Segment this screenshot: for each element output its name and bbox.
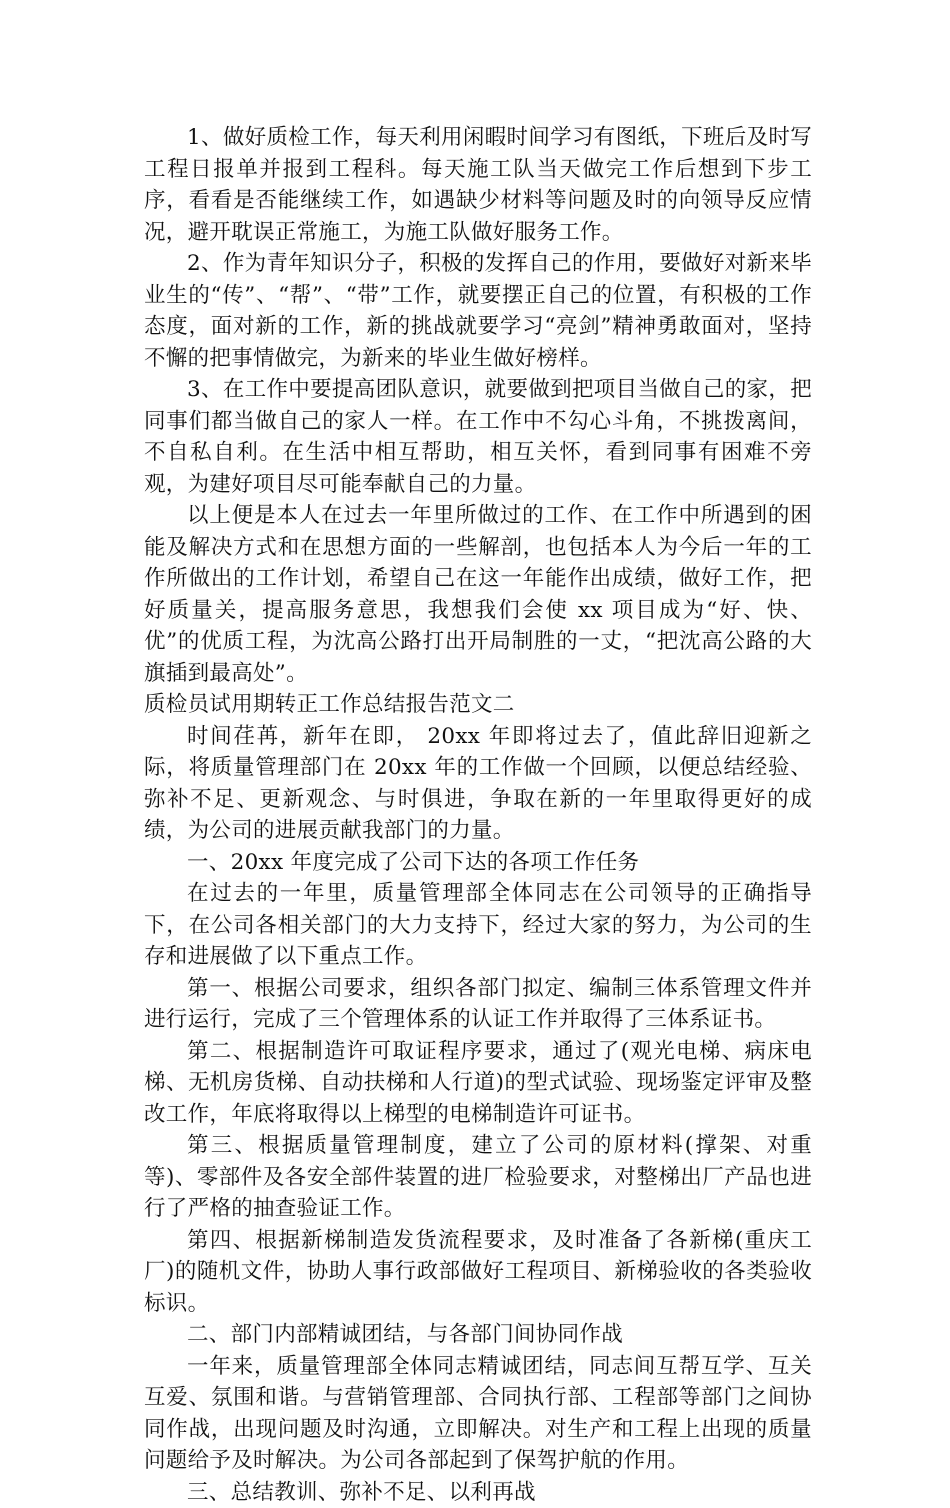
- paragraph-item-1: 1、做好质检工作，每天利用闲暇时间学习有图纸，下班后及时写工程日报单并报到工程科。每天施工队当天做完工作后想到下步工序，看看是否能继续工作，如遇缺少材料等问题及时的向领导反应情况，避开耽误正常施工，为施工队做好服务工作。: [144, 122, 812, 248]
- paragraph-third: 第三、根据质量管理制度，建立了公司的原材料(撑架、对重等)、零部件及各安全部件装置的进厂检验要求，对整梯出厂产品也进行了严格的抽查验证工作。: [144, 1130, 812, 1225]
- paragraph-item-2: 2、作为青年知识分子，积极的发挥自己的作用，要做好对新来毕业生的“传”、“帮”、“带”工作，就要摆正自己的位置，有积极的工作态度，面对新的工作，新的挑战就要学习“亮剑”精神勇敢面对，坚持不懈的把事情做完，为新来的毕业生做好榜样。: [144, 248, 812, 374]
- heading-one: 一、20xx 年度完成了公司下达的各项工作任务: [144, 847, 812, 879]
- heading-three: 三、总结教训、弥补不足、以利再战: [144, 1477, 812, 1508]
- document-body: [144, 122, 812, 1508]
- paragraph-item-3: 3、在工作中要提高团队意识，就要做到把项目当做自己的家，把同事们都当做自己的家人一样。在工作中不勾心斗角，不挑拨离间，不自私自利。在生活中相互帮助，相互关怀，看到同事有困难不旁观，为建好项目尽可能奉献自己的力量。: [144, 374, 812, 500]
- paragraph-overview: 在过去的一年里，质量管理部全体同志在公司领导的正确指导下，在公司各相关部门的大力支持下，经过大家的努力，为公司的生存和进展做了以下重点工作。: [144, 878, 812, 973]
- section-title: 质检员试用期转正工作总结报告范文二: [144, 689, 812, 721]
- paragraph-intro: 时间荏苒，新年在即， 20xx 年即将过去了，值此辞旧迎新之际，将质量管理部门在 20xx 年的工作做一个回顾，以便总结经验、弥补不足、更新观念、与时俱进，争取在新的一年里取得更好的成绩，为公司的进展贡献我部门的力量。: [144, 721, 812, 847]
- paragraph-teamwork: 一年来，质量管理部全体同志精诚团结，同志间互帮互学、互关互爱、氛围和谐。与营销管理部、合同执行部、工程部等部门之间协同作战，出现问题及时沟通，立即解决。对生产和工程上出现的质量问题给予及时解决。为公司各部起到了保驾护航的作用。: [144, 1351, 812, 1477]
- paragraph-second: 第二、根据制造许可取证程序要求，通过了(观光电梯、病床电梯、无机房货梯、自动扶梯和人行道)的型式试验、现场鉴定评审及整改工作，年底将取得以上梯型的电梯制造许可证书。: [144, 1036, 812, 1131]
- paragraph-fourth: 第四、根据新梯制造发货流程要求，及时准备了各新梯(重庆工厂)的随机文件，协助人事行政部做好工程项目、新梯验收的各类验收标识。: [144, 1225, 812, 1320]
- heading-two: 二、部门内部精诚团结，与各部门间协同作战: [144, 1319, 812, 1351]
- paragraph-first: 第一、根据公司要求，组织各部门拟定、编制三体系管理文件并进行运行，完成了三个管理体系的认证工作并取得了三体系证书。: [144, 973, 812, 1036]
- paragraph-summary: 以上便是本人在过去一年里所做过的工作、在工作中所遇到的困能及解决方式和在思想方面的一些解剖，也包括本人为今后一年的工作所做出的工作计划，希望自己在这一年能作出成绩，做好工作，把好质量关，提高服务意思，我想我们会使 xx 项目成为“好、快、优”的优质工程，为沈高公路打出开局制胜的一丈，“把沈高公路的大旗插到最高处”。: [144, 500, 812, 689]
